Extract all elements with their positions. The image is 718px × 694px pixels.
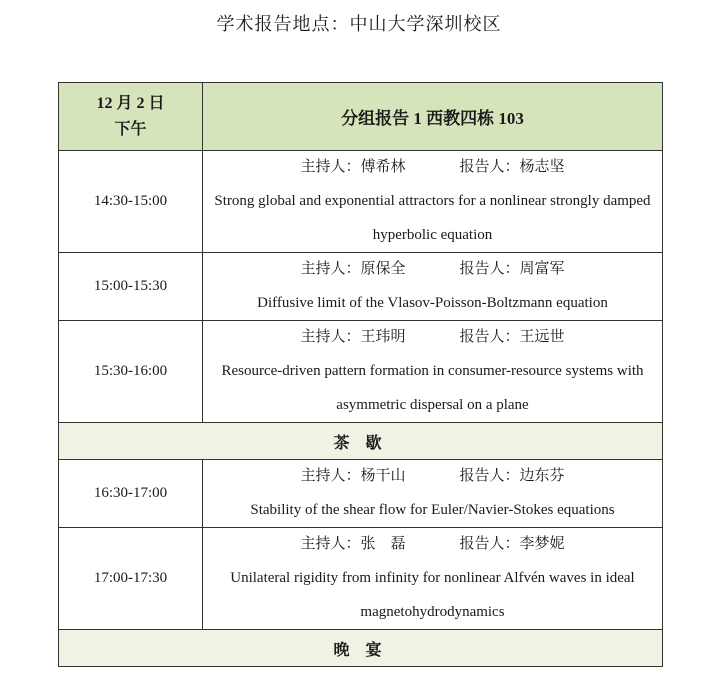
- talk-title: Resource-driven pattern formation in consumer-resource systems with asymmetric dispersal on a plane: [221, 363, 644, 413]
- talk-title: Unilateral rigidity from infinity for nonlinear Alfvén waves in ideal magnetohydrodynamics: [230, 570, 635, 620]
- talk-cell: [203, 253, 663, 321]
- speaker-label: 报告人：边东芬: [459, 468, 565, 484]
- dinner-row: [59, 630, 663, 667]
- date-label: 12 月 2 日: [96, 94, 165, 112]
- tea-break-row: [59, 423, 663, 460]
- time-cell: 17:00-17:30: [59, 528, 203, 630]
- time-cell: 15:00-15:30: [59, 253, 203, 321]
- speaker-line: [203, 460, 662, 493]
- speaker-label: 报告人：王远世: [459, 329, 565, 345]
- speaker-label: 报告人：李梦妮: [459, 536, 565, 552]
- time-cell: 16:30-17:00: [59, 460, 203, 528]
- chair-label: 主持人：杨干山: [300, 468, 406, 484]
- period-label: 下午: [114, 120, 147, 138]
- talk-title: Strong global and exponential attractors for a nonlinear strongly damped hyperbolic equation: [214, 193, 651, 243]
- table-row: [59, 460, 663, 528]
- venue-location: 学术报告地点：中山大学深圳校区: [216, 14, 502, 34]
- talk-title: Diffusive limit of the Vlasov-Poisson-Boltzmann equation: [257, 295, 608, 311]
- dinner-label: 晚 宴: [59, 630, 663, 667]
- time-cell: 15:30-16:00: [59, 321, 203, 423]
- table-row: [59, 528, 663, 630]
- chair-label: 主持人：张 磊: [300, 536, 406, 552]
- schedule-table: [58, 82, 663, 667]
- talk-cell: [203, 460, 663, 528]
- table-row: [59, 151, 663, 253]
- date-cell: [59, 83, 203, 151]
- table-row: [59, 253, 663, 321]
- tea-break-label: 茶 歇: [59, 423, 663, 460]
- speaker-line: [203, 321, 662, 354]
- time-cell: 14:30-15:00: [59, 151, 203, 253]
- talk-cell: [203, 321, 663, 423]
- speaker-label: 报告人：杨志坚: [459, 159, 565, 175]
- talk-title: Stability of the shear flow for Euler/Navier-Stokes equations: [250, 502, 615, 518]
- chair-label: 主持人：傅希林: [300, 159, 406, 175]
- chair-label: 主持人：王玮明: [300, 329, 406, 345]
- speaker-line: [203, 151, 662, 184]
- schedule-header-row: [59, 83, 663, 151]
- session-title: 分组报告 1 西教四栋 103: [341, 109, 524, 128]
- speaker-line: [203, 528, 662, 561]
- chair-label: 主持人：原保全: [300, 261, 406, 277]
- speaker-label: 报告人：周富军: [459, 261, 565, 277]
- session-cell: [203, 83, 663, 151]
- speaker-line: [203, 253, 662, 286]
- talk-cell: [203, 151, 663, 253]
- table-row: [59, 321, 663, 423]
- talk-cell: [203, 528, 663, 630]
